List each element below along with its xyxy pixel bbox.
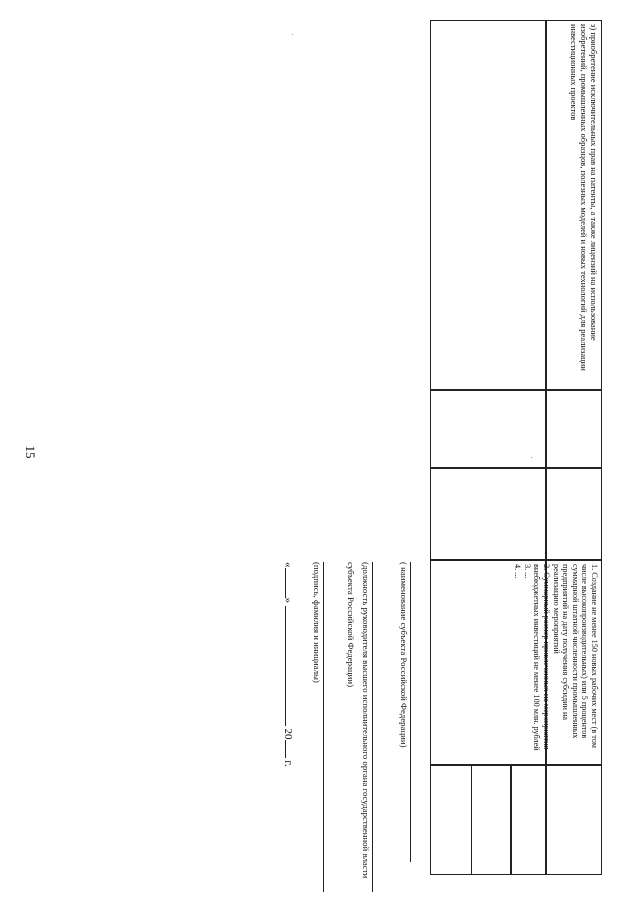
sign-line: [323, 562, 324, 892]
year-prefix: 20: [282, 728, 294, 740]
page-number: 15: [23, 445, 38, 459]
rotated-content: [37, 20, 602, 890]
table-cell: [430, 20, 546, 390]
scan-artifact: [531, 457, 532, 458]
date-close-quote: »: [282, 597, 294, 603]
table-cell-label: [546, 20, 602, 390]
table-cell: [546, 765, 602, 875]
sign-caption: (подпись, фамилия и инициалы): [312, 562, 322, 683]
year-suffix: г.: [282, 760, 296, 767]
table-cell: [546, 390, 602, 468]
table-cell: [471, 765, 511, 875]
note-item-1: 1. Создание не менее 150 новых рабочих мест (в том числе высокопроизводительных) или 5 процентов суммарной штатной численности промышленных предприятий на дату получения субсидии на реализацию мероприятий: [551, 564, 599, 748]
date-row: [281, 562, 296, 767]
table-cell: [430, 390, 546, 468]
position-caption-2: субъекта Российской Федерации): [346, 562, 356, 688]
table-cell: [430, 560, 546, 765]
month-blank: [285, 606, 286, 726]
note-item-2: 2. Суммарный размер привлеченных на мероприятия внебюджетных инвестиций не менее 100 млн. рублей: [532, 564, 552, 751]
date-open-quote: «: [282, 562, 294, 568]
position-line: [372, 562, 373, 892]
scan-artifact: [292, 34, 293, 35]
year-blank: [285, 740, 286, 758]
table-cell-notes: [513, 560, 602, 765]
table-cell: [546, 468, 602, 560]
day-blank: [285, 568, 286, 598]
note-item-4: 4. ...: [513, 564, 523, 579]
table-cell: [430, 468, 546, 560]
table-cell: [511, 765, 546, 875]
row-label-text: з) приобретение исключительных прав на патенты, а также лицензий на использование изобретений, промышленных образцов, полезных моделей и новых технологий для реализации инвестиционных проектов: [569, 24, 599, 371]
subject-caption: ( наименование субъекта Российской Федерации): [399, 562, 409, 748]
position-caption-1: (должность руководителя высшего исполнительного органа государственной власти: [361, 562, 371, 879]
measures-table: [430, 20, 602, 875]
subject-line: [410, 562, 411, 862]
note-item-3: 3. ...: [522, 564, 532, 579]
